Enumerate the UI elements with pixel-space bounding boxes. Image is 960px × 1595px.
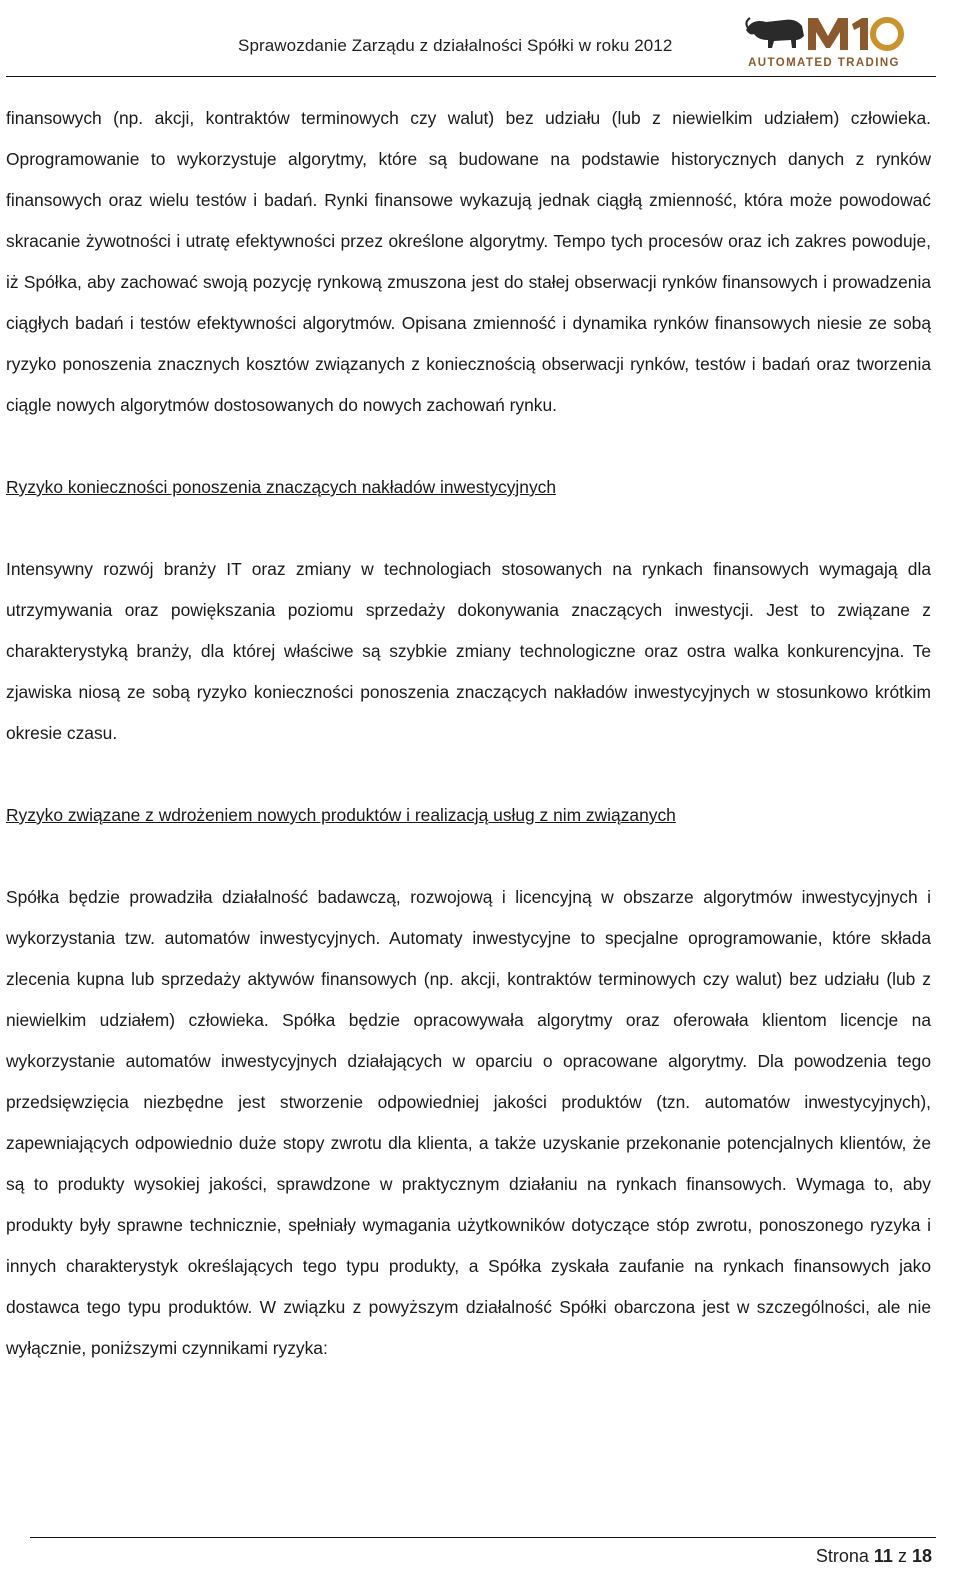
company-logo [744, 10, 904, 72]
paragraph: Spółka będzie prowadziła działalność badawczą, rozwojową i licencyjną w obszarze algorytmów inwestycyjnych i wykorzystania tzw. automatów inwestycyjnych. Automaty inwestycyjne to specjalne oprogramowanie, które składa zlecenia kupna lub sprzedaży aktywów finansowych (np. akcji, kontraktów terminowych czy walut) bez udziału (lub z niewielkim udziałem) człowieka. Spółka będzie opracowywała algorytmy oraz oferowała klientom licencje na wykorzystanie automatów inwestycyjnych działających w oparciu o opracowane algorytmy. Dla powodzenia tego przedsięwzięcia niezbędne jest stworzenie odpowiedniej jakości produktów (tzn. automatów inwestycyjnych), zapewniających odpowiednio duże stopy zwrotu dla klienta, a także uzyskanie przekonanie potencjalnych klientów, że są to produkty wysokiej jakości, sprawdzone w praktycznym działaniu na rynkach finansowych. Wymaga to, aby produkty były sprawne technicznie, spełniały wymagania użytkowników dotyczące stóp zwrotu, ponoszonego ryzyka i innych charakterystyk określających tego typu produkty, a Spółka zyskała zaufanie na rynkach finansowych jako dostawca tego typu produktów. W związku z powyższym działalność Spółki obarczona jest w szczególności, ale nie wyłącznie, poniższymi czynnikami ryzyka: [6, 887, 931, 1358]
total-pages: 18 [911, 1546, 932, 1566]
document-body [6, 98, 931, 1369]
spacer [6, 836, 931, 877]
of-label: z [897, 1546, 907, 1566]
section-heading: Ryzyko konieczności ponoszenia znaczących nakładów inwestycyjnych [6, 477, 557, 497]
paragraph: Intensywny rozwój branży IT oraz zmiany w technologiach stosowanych na rynkach finansowych wymagają dla utrzymywania oraz powiększania poziomu sprzedaży dokonywania znaczących inwestycji. Jest to związane z charakterystyką branży, dla której właściwe są szybkie zmiany technologiczne oraz ostra walka konkurencyjna. Te zjawiska niosą ze sobą ryzyko konieczności ponoszenia znaczących nakładów inwestycyjnych w stosunkowo krótkim okresie czasu. [6, 559, 931, 743]
bull-logo-icon [744, 10, 904, 56]
spacer [6, 754, 931, 795]
spacer [6, 508, 931, 549]
page-number [816, 1546, 932, 1567]
footer-divider [30, 1537, 936, 1538]
header-divider [6, 76, 936, 77]
page-header [0, 0, 960, 78]
section-heading: Ryzyko związane z wdrożeniem nowych produktów i realizacją usług z nim związanych [6, 805, 676, 825]
document-title: Sprawozdanie Zarządu z działalności Spółki w roku 2012 [238, 36, 673, 55]
logo-subtitle: AUTOMATED TRADING [748, 57, 900, 69]
current-page: 11 [873, 1546, 893, 1566]
page-label: Strona [815, 1546, 869, 1566]
spacer [6, 426, 931, 467]
paragraph: finansowych (np. akcji, kontraktów terminowych czy walut) bez udziału (lub z niewielkim udziałem) człowieka. Oprogramowanie to wykorzystuje algorytmy, które są budowane na podstawie historycznych danych z rynków finansowych oraz wielu testów i badań. Rynki finansowe wykazują jednak ciągłą zmienność, która może powodować skracanie żywotności i utratę efektywności przez określone algorytmy. Tempo tych procesów oraz ich zakres powoduje, iż Spółka, aby zachować swoją pozycję rynkową zmuszona jest do stałej obserwacji rynków finansowych i prowadzenia ciągłych badań i testów efektywności algorytmów. Opisana zmienność i dynamika rynków finansowych niesie ze sobą ryzyko ponoszenia znacznych kosztów związanych z koniecznością obserwacji rynków, testów i badań oraz tworzenia ciągle nowych algorytmów dostosowanych do nowych zachowań rynku. [6, 108, 931, 415]
